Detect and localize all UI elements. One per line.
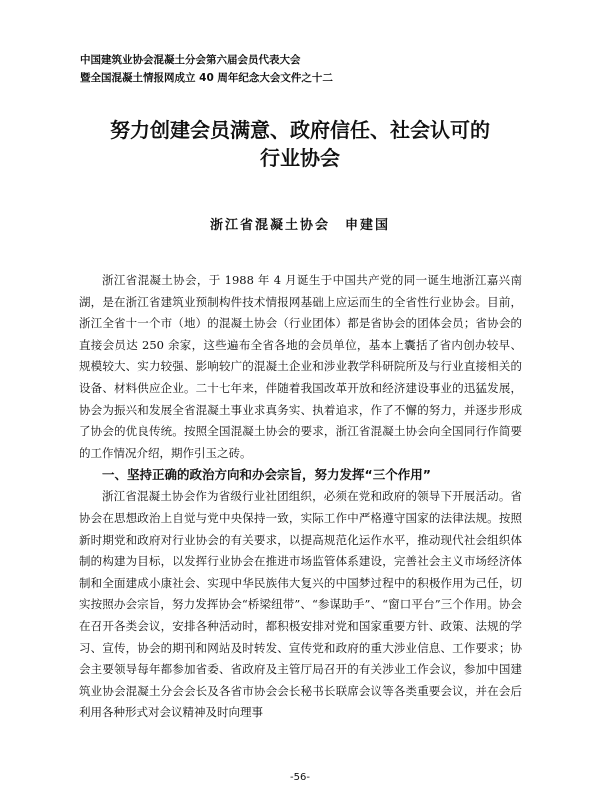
article-title [60,116,540,172]
document-header [80,51,520,87]
title-line-1: 努力创建会员满意、政府信任、社会认可的 [110,118,490,142]
title-line-2: 行业协会 [260,146,340,170]
header-line-2: 暨全国混凝土情报网成立 40 周年纪念大会文件之十二 [80,72,333,84]
page-number: -56- [290,772,310,783]
author-byline: 浙江省混凝土协会 申建国 [209,218,390,233]
section-heading-1: 一、坚持正确的政治方向和办会宗旨，努力发挥“三个作用” [102,467,431,483]
section-1-paragraph: 浙江省混凝土协会作为省级行业社团组织，必须在党和政府的领导下开展活动。省协会在思想政治上自觉与党中央保持一致，实际工作中严格遵守国家的法律法规。按照新时期党和政府对行业协会的有关要求，以提高规范化运作水平，推动现代社会组织体制的构建为目标，以发挥行业协会在推进市场监管体系建设，完善社会主义市场经济体制和全面建成小康社会、实现中华民族伟大复兴的中国梦过程中的积极作用为己任，切实按照办会宗旨，努力发挥协会“桥梁纽带”、“参谋助手”、“窗口平台”三个作用。协会在召开各类会议，安排各种活动时，都积极安排对党和国家重要方针、政策、法规的学习、宣传，协会的期刊和网站及时转发、宣传党和政府的重大涉业信息、工作要求；协会主要领导每年都参加省委、省政府及主管厅局召开的有关涉业工作会议，参加中国建筑业协会混凝土分会会长及各省市协会会长秘书长联席会议等各类重要会议，并在会后利用各种形式对会议精神及时向理事 [79,489,522,720]
intro-paragraph: 浙江省混凝土协会，于 1988 年 4 月诞生于中国共产党的同一诞生地浙江嘉兴南湖，是在浙江省建筑业预制构件技术情报网基础上应运而生的全省性行业协会。目前，浙江全省十一个市（地）的混凝土协会（行业团体）都是省协会的团体会员；省协会的直接会员达 250 余家，这些遍布全省各地的会员单位，基本上囊括了省内创办较早、规模较大、实力较强、影响较广的混凝土企业和涉业教学科研院所及与行业直接相关的设备、材料供应企业。二十七年来，伴随着我国改革开放和经济建设事业的迅猛发展，协会为振兴和发展全省混凝土事业求真务实、执着追求，作了不懈的努力，并逐步形成了协会的优良传统。按照全国混凝土协会的要求，浙江省混凝土协会向全国同行作简要的工作情况介绍，期作引玉之砖。 [79,273,522,460]
article-body [79,270,522,724]
header-line-1: 中国建筑业协会混凝土分会第六届会员代表大会 [80,54,301,66]
